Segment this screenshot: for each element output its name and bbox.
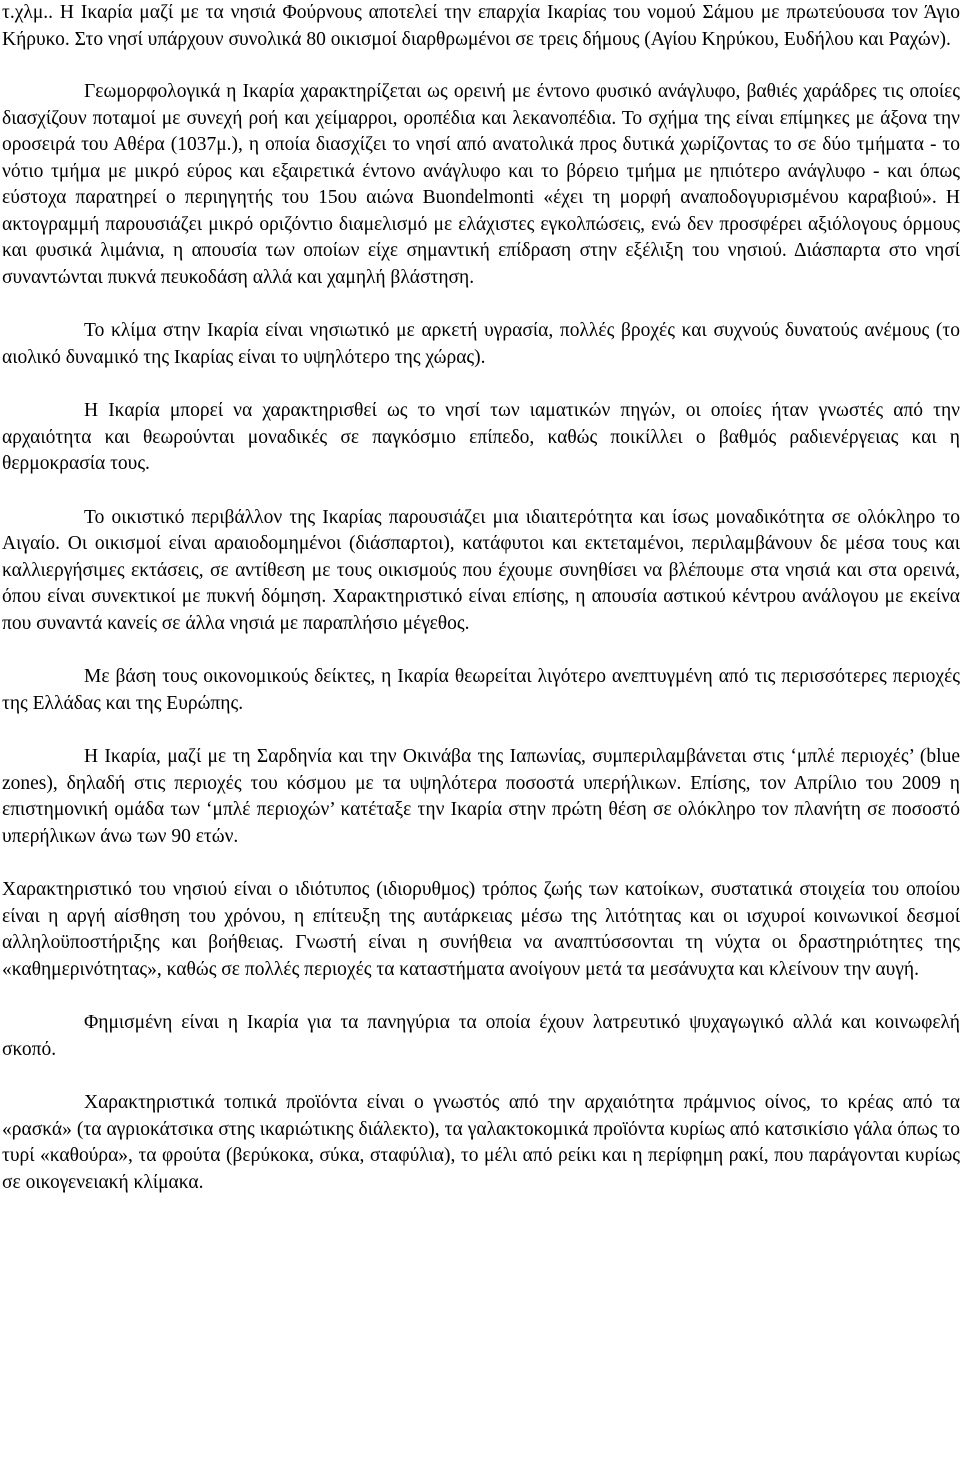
paragraph-local-products: Χαρακτηριστικά τοπικά προϊόντα είναι ο γνωστός από την αρχαιότητα πράμνιος οίνος, το κρέας από τα «ρασκά» (τα αγριοκάτσικα στης ικαριώτικης διάλεκτο), τα γαλακτοκομικά προϊόντα κυρίως από κατσικίσιο γάλα όπως το τυρί «καθούρα», τα φρούτα (βερύκοκα, σύκα, σταφύλια), το μέλι από ρείκι και η περίφημη ρακί, που παράγονται κυρίως σε οικογενειακή κλίμακα. [2, 1092, 960, 1193]
paragraph-continuation: τ.χλμ.. Η Ικαρία μαζί με τα νησιά Φούρνους αποτελεί την επαρχία Ικαρίας του νομού Σάμου με πρωτεύουσα τον Άγιο Κήρυκο. Στο νησί υπάρχουν συνολικά 80 οικισμοί διαρθρωμένοι σε τρεις δήμους (Αγίου Κηρύκου, Ευδήλου και Ραχών). [2, 2, 960, 50]
paragraph-geomorphology: Γεωμορφολογικά η Ικαρία χαρακτηρίζεται ως ορεινή με έντονο φυσικό ανάγλυφο, βαθιές χαράδρες τις οποίες διασχίζουν ποταμοί με συνεχή ροή και χείμαρροι, οροπέδια και λεκανοπέδια. Το σχήμα της είναι επίμηκες με άξονα την οροσειρά του Αθέρα (1037μ.), η οποία διασχίζει το νησί από ανατολικά προς δυτικά χωρίζοντας το σε δύο τμήματα - το νότιο τμήμα με μικρό εύρος και εξαιρετικά έντονο ανάγλυφο και το βόρειο τμήμα με ηπιότερο ανάγλυφο - και όπως εύστοχα παρατηρεί ο περιηγητής του 15ου αιώνα Buondelmonti «έχει τη μορφή αναποδογυρισμένου καραβιού». Η ακτογραμμή παρουσιάζει μικρό οριζόντιο διαμελισμό με ελάχιστες εγκολπώσεις, ενώ δεν προσφέρει αξιόλογους όρμους και φυσικά λιμάνια, η απουσία των οποίων είχε σημαντική επίδραση στην εξέλιξη του νησιού. Διάσπαρτα στο νησί συναντώνται πυκνά πευκοδάση αλλά και χαμηλή βλάστηση. [2, 81, 960, 288]
paragraph-lifestyle: Χαρακτηριστικό του νησιού είναι ο ιδιότυπος (ιδιορυθμος) τρόπος ζωής των κατοίκων, συστατικά στοιχεία του οποίου είναι η αργή αίσθηση του χρόνου, η επίτευξη της αυτάρκειας μέσω της λιτότητας και οι ισχυροί κοινωνικοί δεσμοί αλληλοϋποστήριξης και βοήθειας. Γνωστή είναι η συνήθεια να αναπτύσσονται τη νύχτα οι δραστηριότητες της «καθημερινότητας», καθώς σε πολλές περιοχές τα καταστήματα ανοίγουν μετά τα μεσάνυχτα και κλείνουν την αυγή. [2, 879, 960, 980]
paragraph-settlements: Το οικιστικό περιβάλλον της Ικαρίας παρουσιάζει μια ιδιαιτερότητα και ίσως μοναδικότητα σε ολόκληρο το Αιγαίο. Οι οικισμοί είναι αραιοδομημένοι (διάσπαρτοι), κατάφυτοι και εκτεταμένοι, περιλαμβάνουν δε μέσα τους και καλλιεργήσιμες εκτάσεις, σε αντίθεση με τους οικισμούς που έχουμε συνηθίσει να βλέπουμε στα νησιά και στα ορεινά, όπου είναι συνεκτικοί με πυκνή δόμηση. Χαρακτηριστικό είναι επίσης, η απουσία αστικού κέντρου ανάλογου με εκείνα που συναντά κανείς σε άλλα νησιά με παραπλήσιο μέγεθος. [2, 506, 960, 634]
paragraph-climate: Το κλίμα στην Ικαρία είναι νησιωτικό με αρκετή υγρασία, πολλές βροχές και συχνούς δυνατούς ανέμους (το αιολικό δυναμικό της Ικαρίας είναι το υψηλότερο της χώρας). [2, 320, 960, 368]
paragraph-economy: Με βάση τους οικονομικούς δείκτες, η Ικαρία θεωρείται λιγότερο ανεπτυγμένη από τις περισσότερες περιοχές της Ελλάδας και της Ευρώπης. [2, 666, 960, 714]
paragraph-springs: Η Ικαρία μπορεί να χαρακτηρισθεί ως το νησί των ιαματικών πηγών, οι οποίες ήταν γνωστές από την αρχαιότητα και θεωρούνται μοναδικές σε παγκόσμιο επίπεδο, καθώς ποικίλλει ο βαθμός ραδιενέργειας και η θερμοκρασία τους. [2, 400, 960, 474]
paragraph-blue-zones: Η Ικαρία, μαζί με τη Σαρδηνία και την Οκινάβα της Ιαπωνίας, συμπεριλαμβάνεται στις ‘μπλέ περιοχές’ (blue zones), δηλαδή στις περιοχές του κόσμου με τα υψηλότερα ποσοστά υπερήλικων. Επίσης, τον Απρίλιο του 2009 η επιστημονική ομάδα των ‘μπλέ περιοχών’ κατέταξε την Ικαρία στην πρώτη θέση σε ολόκληρο τον πλανήτη σε ποσοστό υπερήλικων άνω των 90 ετών. [2, 746, 960, 847]
paragraph-festivals: Φημισμένη είναι η Ικαρία για τα πανηγύρια τα οποία έχουν λατρευτικό ψυχαγωγικό αλλά και κοινωφελή σκοπό. [2, 1012, 960, 1060]
